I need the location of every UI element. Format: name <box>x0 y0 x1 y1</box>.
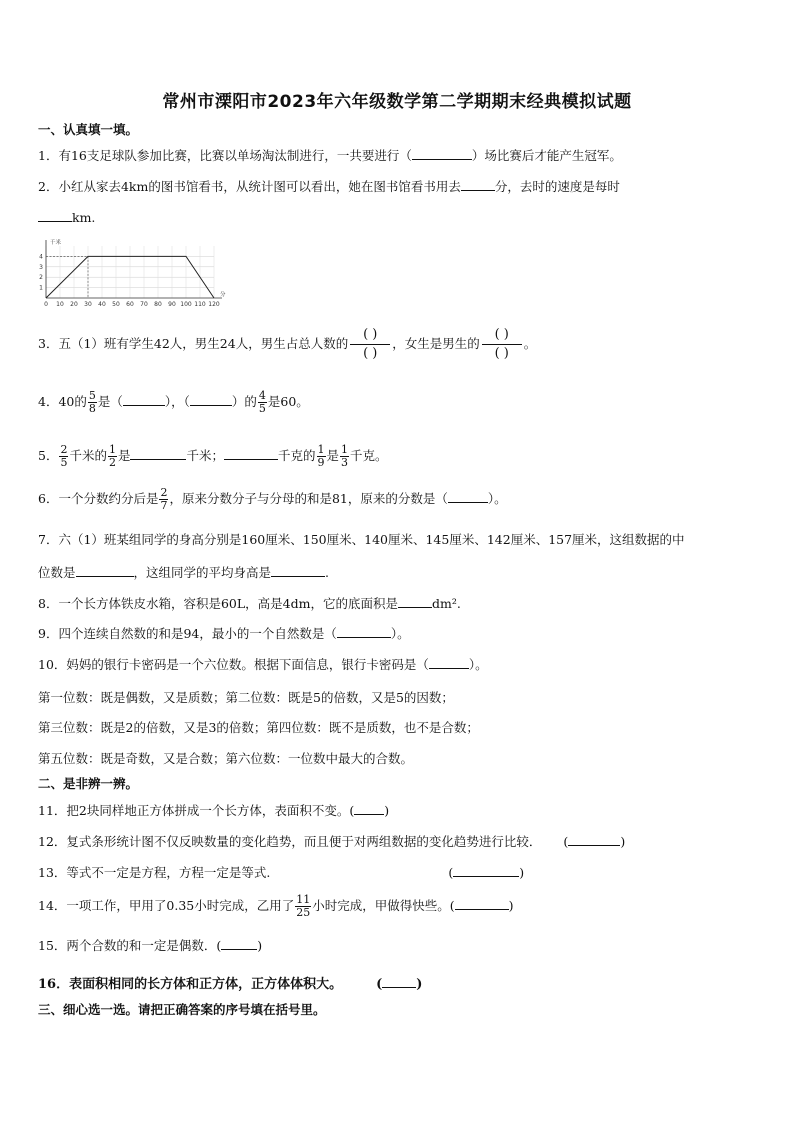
section-3-heading: 三、细心选一选。请把正确答案的序号填在括号里。 <box>38 1002 326 1017</box>
x-tick-label: 60 <box>126 301 134 308</box>
fraction: $\frac{5}{8}$ <box>88 389 96 415</box>
fraction: $\frac{1}{2}$ <box>108 443 116 469</box>
y-tick-label: 4 <box>39 253 43 261</box>
question-2: 2．小红从家去4km的图书馆看书，从统计图可以看出，她在图书馆看书用去 分，去时的速度是每时 <box>38 179 620 194</box>
question-1: 1．有16支足球队参加比赛，比赛以单场淘汰制进行，一共要进行（ ）场比赛后才能产生冠军。 <box>38 148 622 163</box>
x-tick-label: 10 <box>56 301 64 308</box>
x-tick-label: 80 <box>154 301 162 308</box>
question-3: 3．五（1）班有学生42人，男生24人，男生占总人数的 $\frac{( )}{( )}$ ，女生是男生的 $\frac{( )}{( )}$ 。 <box>38 327 537 361</box>
fraction: $\frac{2}{7}$ <box>160 486 168 512</box>
question-12: 12．复式条形统计图不仅反映数量的变化趋势，而且便于对两组数据的变化趋势进行比较． ( ) <box>38 834 626 849</box>
x-tick-label: 70 <box>140 301 148 308</box>
question-9: 9．四个连续自然数的和是94，最小的一个自然数是（ ）。 <box>38 626 410 641</box>
distance-time-chart <box>36 237 226 309</box>
answer-blank[interactable] <box>568 832 620 846</box>
fraction-answer[interactable]: $\frac{( )}{( )}$ <box>482 326 522 363</box>
answer-blank[interactable] <box>398 594 432 608</box>
question-5: 5． $\frac{2}{5}$ 千米的 $\frac{1}{2}$ 是 千米； 千克的 $\frac{1}{9}$ 是 $\frac{1}{3}$ 千克。 <box>38 443 388 469</box>
x-tick-label: 110 <box>194 301 206 308</box>
question-8: 8．一个长方体铁皮水箱，容积是60L，高是4dm，它的底面积是 dm². <box>38 596 461 611</box>
question-15: 15．两个合数的和一定是偶数．( ) <box>38 938 263 953</box>
section-1-heading: 一、认真填一填。 <box>38 122 139 137</box>
fraction: $\frac{4}{5}$ <box>258 389 266 415</box>
x-axis-label: 分 <box>220 292 226 298</box>
x-tick-label: 90 <box>168 301 176 308</box>
y-tick-label: 1 <box>39 284 43 292</box>
answer-blank[interactable] <box>224 446 278 460</box>
question-14: 14．一项工作，甲用了0.35小时完成，乙用了 $\frac{11}{25}$ 小时完成，甲做得快些。( ) <box>38 893 514 919</box>
question-6: 6．一个分数约分后是 $\frac{2}{7}$ ，原来分数分子与分母的和是81，原来的分数是（ ）。 <box>38 486 507 512</box>
x-tick-label: 120 <box>208 301 220 308</box>
line-chart-svg <box>36 237 226 309</box>
answer-blank[interactable] <box>429 655 469 669</box>
x-tick-label: 30 <box>84 301 92 308</box>
answer-blank[interactable] <box>354 801 384 815</box>
question-13: 13．等式不一定是方程，方程一定是等式. ( ) <box>38 865 525 880</box>
x-tick-label: 100 <box>180 301 192 308</box>
question-11: 11．把2块同样地正方体拼成一个长方体，表面积不变。( ) <box>38 803 390 818</box>
question-2-continued: km. <box>38 208 95 225</box>
question-16: 16．表面积相同的长方体和正方体，正方体体积大。 ( ) <box>38 973 422 992</box>
fraction-answer[interactable]: $\frac{( )}{( )}$ <box>350 326 390 363</box>
answer-blank[interactable] <box>38 208 72 222</box>
answer-blank[interactable] <box>271 563 325 577</box>
answer-blank[interactable] <box>190 392 232 406</box>
y-axis-label: 千米 <box>50 240 62 246</box>
question-7-continued: 位数是 ，这组同学的平均身高是 . <box>38 565 330 580</box>
x-tick-label: 0 <box>44 301 48 308</box>
answer-blank[interactable] <box>130 446 186 460</box>
page-title: 常州市溧阳市2023年六年级数学第二学期期末经典模拟试题 <box>162 92 632 112</box>
fraction: $\frac{2}{5}$ <box>60 443 68 469</box>
fraction: $\frac{11}{25}$ <box>296 893 311 919</box>
answer-blank[interactable] <box>461 177 495 191</box>
answer-blank[interactable] <box>455 896 509 910</box>
answer-blank[interactable] <box>382 974 416 988</box>
answer-blank[interactable] <box>412 146 472 160</box>
x-tick-label: 40 <box>98 301 106 308</box>
question-7: 7．六（1）班某组同学的身高分别是160厘米、150厘米、140厘米、145厘米、142厘米、157厘米，这组数据的中 <box>38 532 685 547</box>
answer-blank[interactable] <box>453 863 519 877</box>
fraction: $\frac{1}{9}$ <box>317 443 325 469</box>
answer-blank[interactable] <box>123 392 165 406</box>
y-tick-label: 3 <box>39 263 43 271</box>
x-tick-label: 50 <box>112 301 120 308</box>
section-2-heading: 二、是非辨一辨。 <box>38 776 139 791</box>
answer-blank[interactable] <box>76 563 134 577</box>
question-10: 10．妈妈的银行卡密码是一个六位数。根据下面信息，银行卡密码是（ ）。 <box>38 657 488 672</box>
answer-blank[interactable] <box>337 624 391 638</box>
question-10-clue-3: 第五位数：既是奇数，又是合数；第六位数：一位数中最大的合数。 <box>38 751 414 766</box>
question-10-clue-1: 第一位数：既是偶数，又是质数；第二位数：既是5的倍数，又是5的因数； <box>38 690 454 705</box>
fraction: $\frac{1}{3}$ <box>341 443 349 469</box>
answer-blank[interactable] <box>221 936 257 950</box>
y-tick-label: 2 <box>39 274 43 282</box>
x-tick-label: 20 <box>70 301 78 308</box>
answer-blank[interactable] <box>448 489 488 503</box>
question-4: 4．40的 $\frac{5}{8}$ 是（ ），（ ）的 $\frac{4}{5}$ 是60。 <box>38 389 309 415</box>
question-10-clue-2: 第三位数：既是2的倍数，又是3的倍数；第四位数：既不是质数，也不是合数； <box>38 720 479 735</box>
